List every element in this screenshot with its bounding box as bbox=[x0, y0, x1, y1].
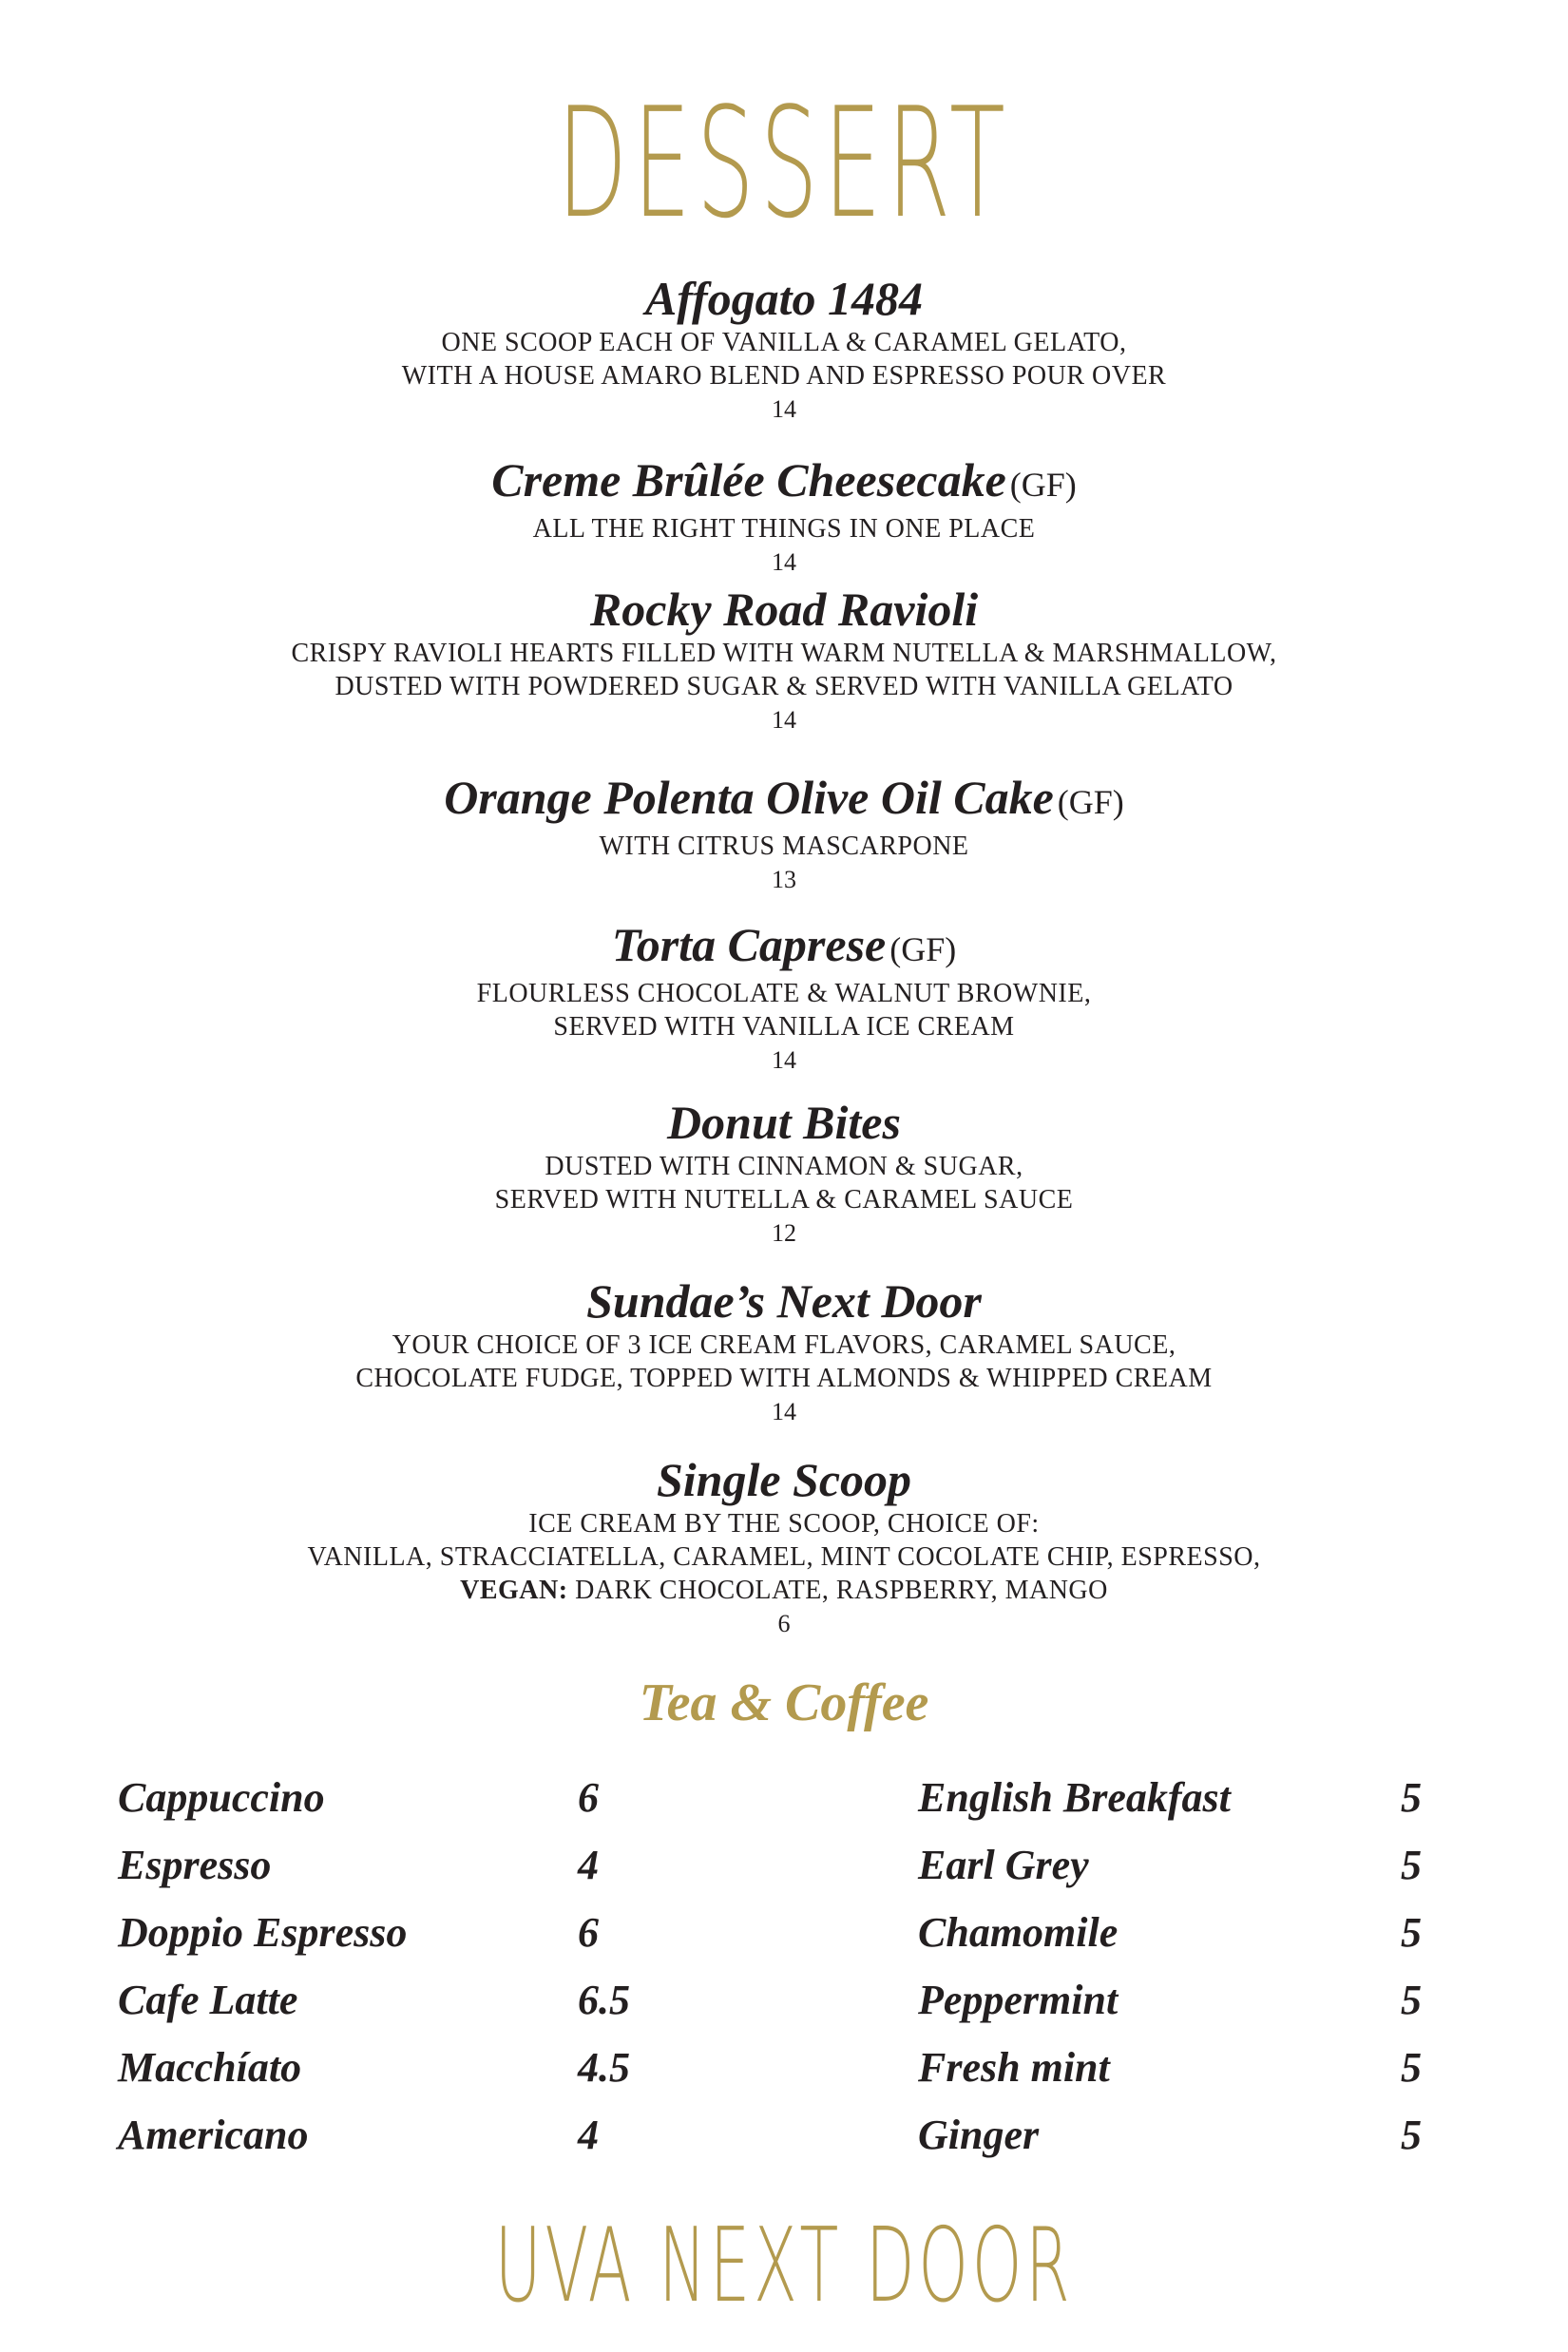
beverage-name: Espresso bbox=[118, 1842, 272, 1888]
item-description: ALL THE RIGHT THINGS IN ONE PLACE bbox=[532, 514, 1036, 544]
item-price: 14 bbox=[772, 395, 796, 423]
item-price: 14 bbox=[772, 706, 796, 734]
item-price: 12 bbox=[772, 1219, 796, 1247]
beverage-name: Cafe Latte bbox=[118, 1977, 298, 2023]
item-description: SERVED WITH VANILLA ICE CREAM bbox=[553, 1012, 1015, 1042]
item-name: Donut Bites bbox=[667, 1096, 901, 1149]
gluten-free-tag: (GF) bbox=[1057, 783, 1124, 821]
item-description: DUSTED WITH CINNAMON & SUGAR, bbox=[545, 1152, 1023, 1181]
menu-item-sundaes-next-door bbox=[0, 1273, 1568, 1429]
beverage-name: Peppermint bbox=[918, 1977, 1119, 2023]
menu-item-orange-polenta-cake bbox=[0, 770, 1568, 897]
menu-item-torta-caprese bbox=[0, 917, 1568, 1078]
menu-item-donut-bites bbox=[0, 1095, 1568, 1251]
beverage-name: Chamomile bbox=[918, 1909, 1119, 1956]
beverage-row-coffee bbox=[118, 1839, 650, 1892]
item-price: 14 bbox=[772, 1398, 796, 1425]
beverage-price: 5 bbox=[1401, 1909, 1422, 1956]
beverage-row-tea bbox=[918, 1906, 1431, 1960]
item-price: 14 bbox=[772, 548, 796, 576]
gluten-free-tag: (GF) bbox=[1009, 466, 1077, 504]
item-description: YOUR CHOICE OF 3 ICE CREAM FLAVORS, CARAMEL SAUCE, bbox=[392, 1330, 1176, 1360]
beverage-row-tea bbox=[918, 2109, 1431, 2162]
item-description: VANILLA, STRACCIATELLA, CARAMEL, MINT COCOLATE CHIP, ESPRESSO, bbox=[307, 1542, 1261, 1572]
item-description: WITH A HOUSE AMARO BLEND AND ESPRESSO POUR OVER bbox=[401, 361, 1167, 391]
beverage-price: 6 bbox=[578, 1774, 599, 1821]
item-description: ONE SCOOP EACH OF VANILLA & CARAMEL GELATO, bbox=[441, 328, 1127, 357]
item-description: DUSTED WITH POWDERED SUGAR & SERVED WITH VANILLA GELATO bbox=[335, 672, 1233, 701]
footer-logo: UVA NEXT DOOR bbox=[494, 2207, 1074, 2325]
item-description: ICE CREAM BY THE SCOOP, CHOICE OF: bbox=[528, 1509, 1040, 1539]
beverage-name: Fresh mint bbox=[918, 2044, 1110, 2091]
menu-item-rocky-road-ravioli bbox=[0, 582, 1568, 737]
item-name: Rocky Road Ravioli bbox=[589, 583, 979, 636]
beverage-row-tea bbox=[918, 1974, 1431, 2027]
beverage-row-coffee bbox=[118, 1906, 650, 1960]
item-name: Creme Brûlée Cheesecake (GF) bbox=[491, 453, 1077, 507]
item-price: 6 bbox=[777, 1610, 791, 1637]
beverage-name: Ginger bbox=[918, 2112, 1040, 2158]
item-description: SERVED WITH NUTELLA & CARAMEL SAUCE bbox=[494, 1185, 1074, 1214]
item-name: Affogato 1484 bbox=[644, 272, 924, 325]
beverage-row-coffee bbox=[118, 1771, 650, 1825]
beverage-row-tea bbox=[918, 2041, 1431, 2094]
beverage-price: 4 bbox=[578, 2112, 599, 2158]
beverage-row-tea bbox=[918, 1839, 1431, 1892]
gluten-free-tag: (GF) bbox=[889, 930, 957, 968]
beverage-name: Doppio Espresso bbox=[118, 1909, 408, 1956]
beverage-price: 5 bbox=[1401, 1977, 1422, 2023]
menu-item-affogato bbox=[0, 271, 1568, 427]
beverage-price: 4.5 bbox=[578, 2044, 630, 2091]
beverage-row-coffee bbox=[118, 2041, 650, 2094]
beverage-price: 5 bbox=[1401, 1842, 1422, 1888]
item-description: WITH CITRUS MASCARPONE bbox=[599, 832, 969, 861]
beverage-price: 5 bbox=[1401, 1774, 1422, 1821]
item-name: Single Scoop bbox=[656, 1453, 912, 1506]
beverage-price: 6.5 bbox=[578, 1977, 630, 2023]
menu-item-single-scoop bbox=[0, 1452, 1568, 1641]
menu-item-creme-brulee-cheesecake bbox=[0, 452, 1568, 580]
item-description: CRISPY RAVIOLI HEARTS FILLED WITH WARM NUTELLA & MARSHMALLOW, bbox=[291, 639, 1277, 668]
beverage-name: Americano bbox=[118, 2112, 309, 2158]
item-description-vegan: VEGAN: DARK CHOCOLATE, RASPBERRY, MANGO bbox=[460, 1576, 1108, 1605]
item-price: 13 bbox=[772, 866, 796, 893]
item-description: FLOURLESS CHOCOLATE & WALNUT BROWNIE, bbox=[476, 979, 1092, 1008]
vegan-label: VEGAN: bbox=[460, 1576, 568, 1605]
menu-title: DESSERT bbox=[557, 74, 1011, 252]
beverage-name: English Breakfast bbox=[918, 1774, 1231, 1821]
item-price: 14 bbox=[772, 1046, 796, 1074]
item-name: Torta Caprese (GF) bbox=[611, 918, 957, 971]
beverage-row-tea bbox=[918, 1771, 1431, 1825]
beverage-price: 5 bbox=[1401, 2044, 1422, 2091]
beverage-price: 5 bbox=[1401, 2112, 1422, 2158]
beverage-price: 4 bbox=[578, 1842, 599, 1888]
item-name: Sundae’s Next Door bbox=[586, 1274, 982, 1328]
item-name: Orange Polenta Olive Oil Cake (GF) bbox=[444, 771, 1124, 824]
beverage-name: Cappuccino bbox=[118, 1774, 325, 1821]
item-description: CHOCOLATE FUDGE, TOPPED WITH ALMONDS & WHIPPED CREAM bbox=[355, 1364, 1213, 1393]
beverage-row-coffee bbox=[118, 1974, 650, 2027]
beverage-name: Macchíato bbox=[118, 2044, 302, 2091]
beverage-price: 6 bbox=[578, 1909, 599, 1956]
beverage-name: Earl Grey bbox=[918, 1842, 1089, 1888]
beverage-row-coffee bbox=[118, 2109, 650, 2162]
tea-coffee-heading: Tea & Coffee bbox=[639, 1673, 929, 1732]
